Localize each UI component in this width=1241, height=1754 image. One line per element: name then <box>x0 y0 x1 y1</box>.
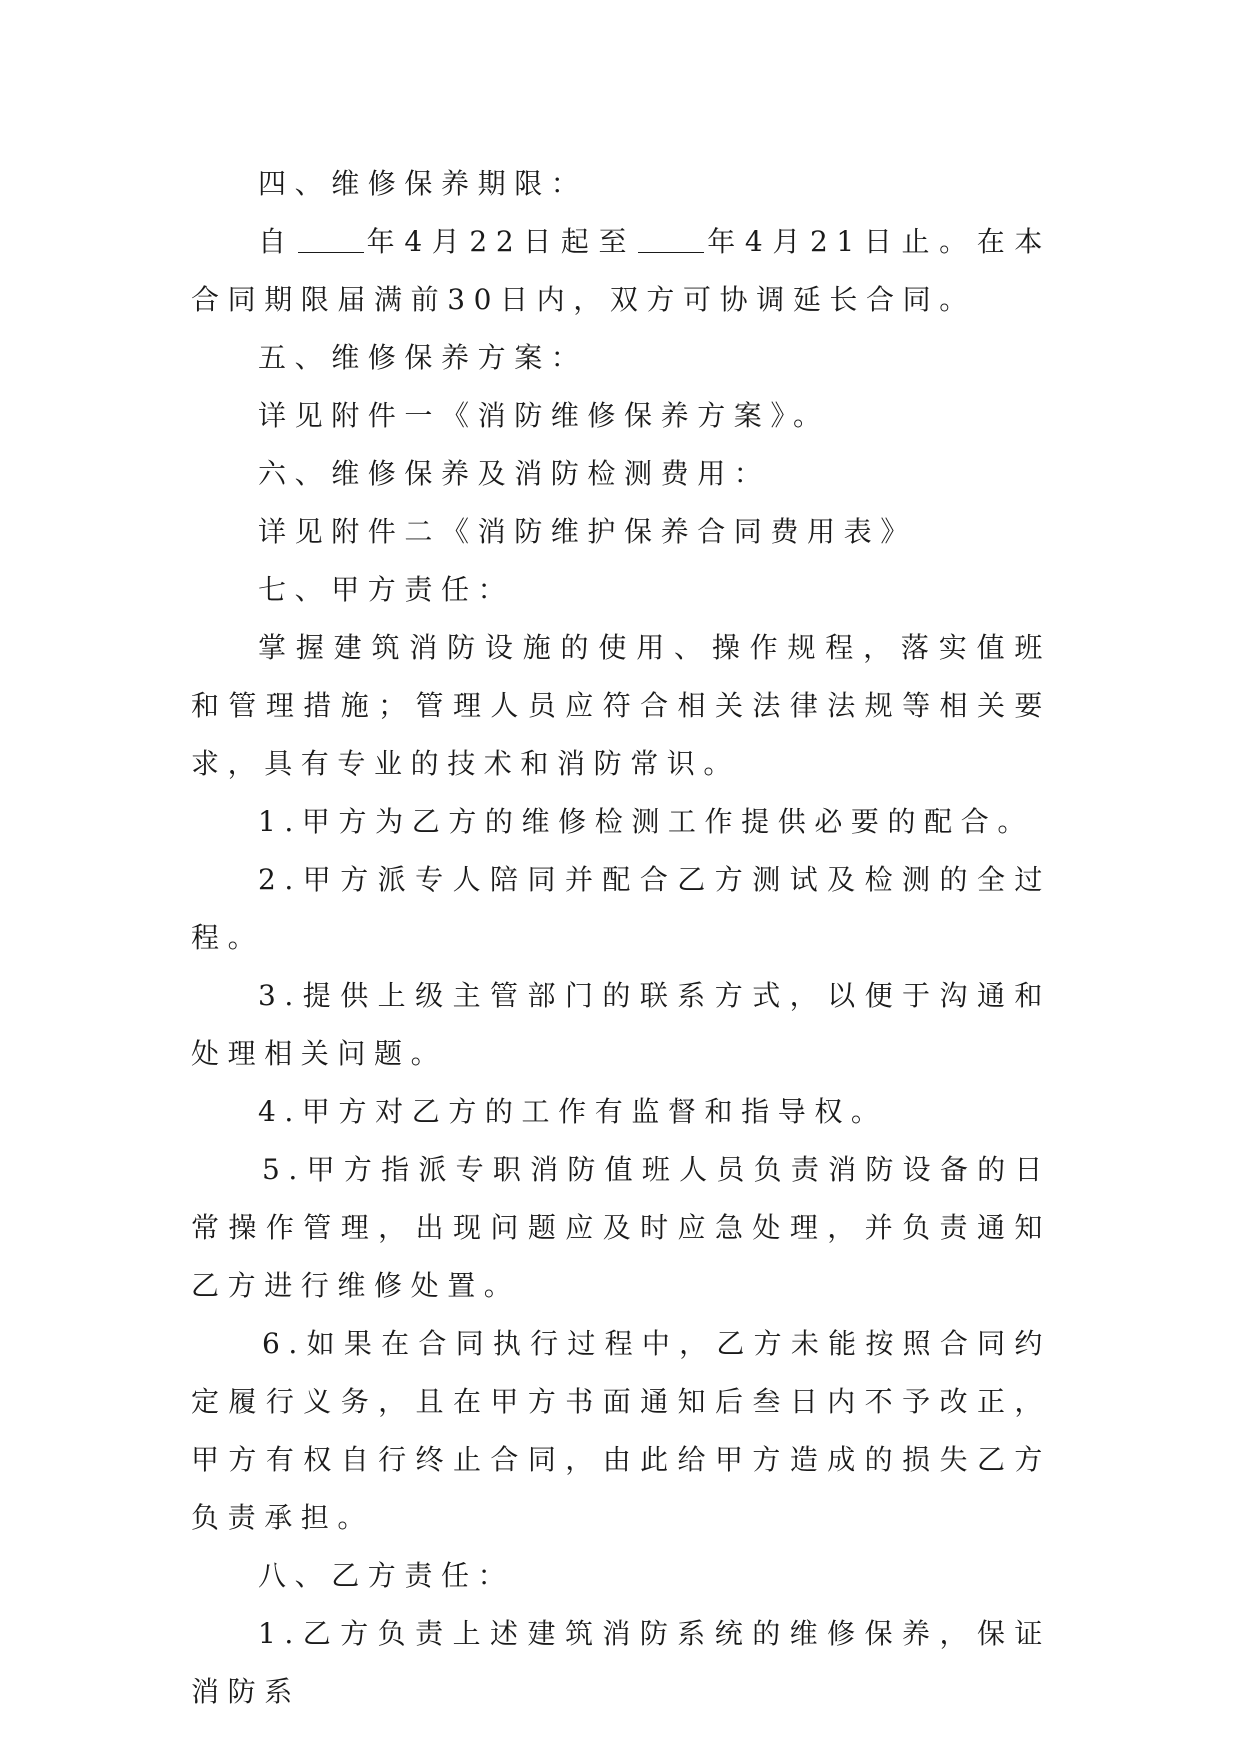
party-b-item-1: 1.乙方负责上述建筑消防系统的维修保养，保证消防系 <box>191 1617 1051 1708</box>
party-a-item-6: 6.如果在合同执行过程中，乙方未能按照合同约定履行义务，且在甲方书面通知后叁日内不予改正，甲方有权自行终止合同，由此给甲方造成的损失乙方负责承担。 <box>191 1327 1051 1534</box>
party-a-item-2: 2.甲方派专人陪同并配合乙方测试及检测的全过程。 <box>191 863 1051 954</box>
party-a-intro: 掌握建筑消防设施的使用、操作规程，落实值班和管理措施；管理人员应符合相关法律法规等相关要求，具有专业的技术和消防常识。 <box>191 631 1051 780</box>
term-text-middle: 年4月22日起至 <box>365 225 637 258</box>
section-heading-fees: 六、维修保养及消防检测费用： <box>258 457 771 490</box>
document-body <box>191 155 1051 1721</box>
section-heading-party-a: 七、甲方责任： <box>258 573 515 606</box>
party-a-item-4: 4.甲方对乙方的工作有监督和指导权。 <box>258 1095 888 1128</box>
term-paragraph <box>191 213 1051 329</box>
party-a-item-1: 1.甲方为乙方的维修检测工作提供必要的配合。 <box>258 805 1034 838</box>
year-blank-end <box>638 228 704 253</box>
plan-paragraph: 详见附件一《消防维修保养方案》。 <box>258 399 830 432</box>
party-a-item-3: 3.提供上级主管部门的联系方式，以便于沟通和处理相关问题。 <box>191 979 1051 1070</box>
section-heading-party-b: 八、乙方责任： <box>258 1559 515 1592</box>
year-blank-start <box>298 228 364 253</box>
term-text-end: 年4月21日止。在本合同期限届满前30日内，双方可协调延长合同。 <box>191 225 1051 316</box>
section-heading-term: 四、维修保养期限： <box>258 167 588 200</box>
party-a-item-5: 5.甲方指派专职消防值班人员负责消防设备的日常操作管理，出现问题应及时应急处理，并负责通知乙方进行维修处置。 <box>191 1153 1051 1302</box>
term-text-start: 自 <box>258 225 296 258</box>
section-heading-plan: 五、维修保养方案： <box>258 341 588 374</box>
fees-paragraph: 详见附件二《消防维护保养合同费用表》 <box>258 515 917 548</box>
